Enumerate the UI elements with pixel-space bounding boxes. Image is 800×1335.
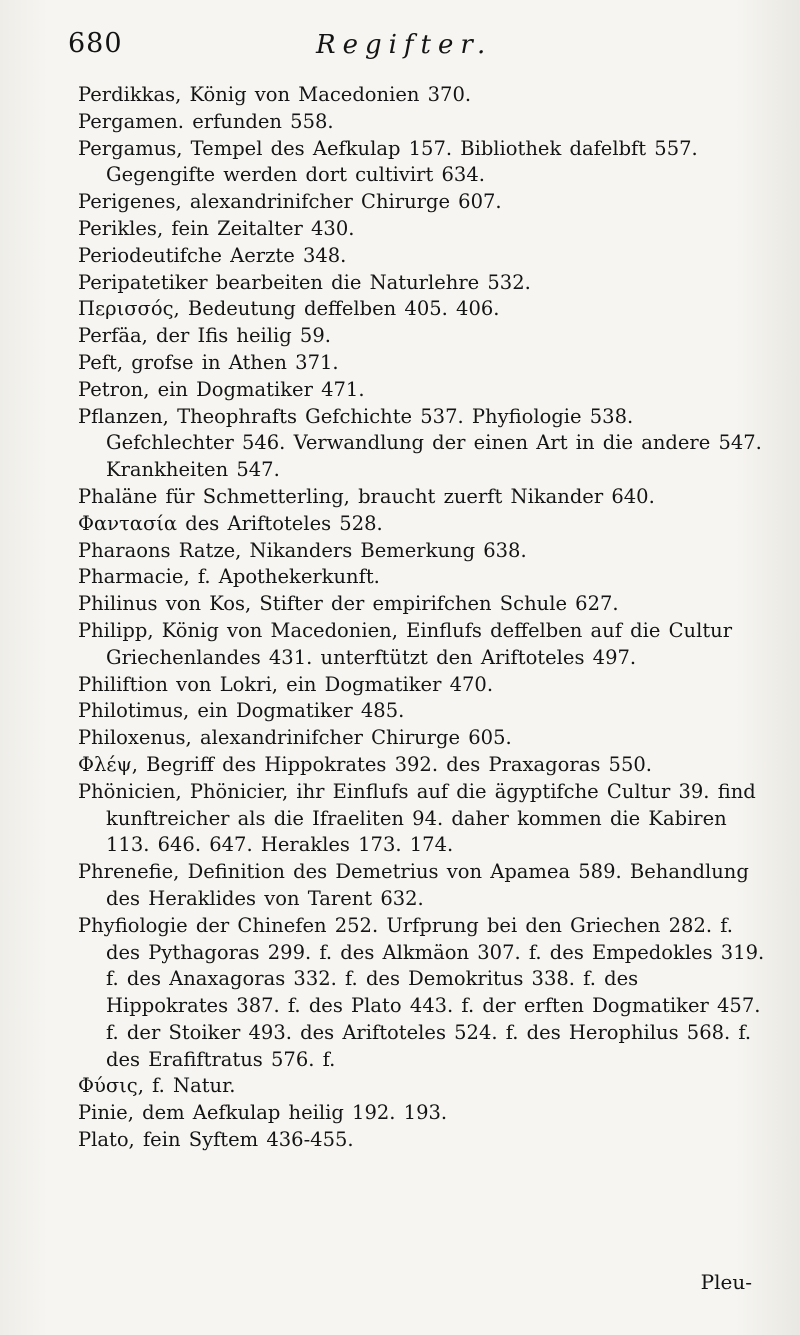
register-entry: Perdikkas, König von Macedonien 370. xyxy=(78,83,472,106)
register-entry: Phönicien, Phönicier, ihr Einflufs auf die ägyptifche Cultur 39. find kunftreicher als die Ifraeliten 94. daher kommen die Kabiren 113. 646. 647. Herakles 173. 174. xyxy=(78,779,756,857)
register-entries xyxy=(78,82,768,1154)
page-header xyxy=(68,28,768,68)
register-entry: Phrenefie, Definition des Demetrius von Apamea 589. Behandlung des Heraklides von Tarent 632. xyxy=(78,860,749,910)
register-entry: Petron, ein Dogmatiker 471. xyxy=(78,377,365,401)
register-entry: Pergamen. erfunden 558. xyxy=(78,109,334,133)
register-entry: Pharmacie, f. Apothekerkunft. xyxy=(78,565,380,589)
register-entry: Philinus von Kos, Stifter der empirifchen Schule 627. xyxy=(78,592,619,616)
running-title: Regifter. xyxy=(316,30,493,60)
register-entry: Περισσός, Bedeutung deffelben 405. 406. xyxy=(78,297,500,321)
register-entry: Perigenes, alexandrinifcher Chirurge 607. xyxy=(78,190,502,214)
register-entry: Φαντασία des Ariftoteles 528. xyxy=(78,511,383,535)
page-number: 680 xyxy=(68,28,123,59)
register-entry: Philiftion von Lokri, ein Dogmatiker 470. xyxy=(78,672,494,696)
register-entry: Perikles, fein Zeitalter 430. xyxy=(78,216,355,240)
register-entry: Philipp, König von Macedonien, Einflufs deffelben auf die Cultur Griechenlandes 431. unterftützt den Ariftoteles 497. xyxy=(78,618,733,669)
register-entry: Peripatetiker bearbeiten die Naturlehre 532. xyxy=(78,270,531,294)
register-entry: Pergamus, Tempel des Aefkulap 157. Bibliothek dafelbft 557. Gegengifte werden dort cultivirt 634. xyxy=(78,136,698,187)
register-entry: Phyfiologie der Chinefen 252. Urfprung bei den Griechen 282. f. des Pythagoras 299. f. des Alkmäon 307. f. des Empedokles 319. f. des Anaxagoras 332. f. des Demokritus 338. f. des Hippokrates 387. f. des Plato 443. f. der erften Dogmatiker 457. f. der Stoiker 493. des Ariftoteles 524. f. des Herophilus 568. f. des Erafiftratus 576. f. xyxy=(78,913,765,1071)
register-entry: Φύσις, f. Natur. xyxy=(78,1074,236,1098)
register-entry: Plato, fein Syftem 436-455. xyxy=(78,1128,354,1152)
register-entry: Perfäa, der Ifis heilig 59. xyxy=(78,324,331,348)
register-entry: Philoxenus, alexandrinifcher Chirurge 605. xyxy=(78,726,512,750)
register-entry: Periodeutifche Aerzte 348. xyxy=(78,243,347,267)
register-entry: Philotimus, ein Dogmatiker 485. xyxy=(78,699,405,723)
catchword: Pleu- xyxy=(700,1270,752,1294)
register-entry: Pharaons Ratze, Nikanders Bemerkung 638. xyxy=(78,538,527,562)
register-entry: Phaläne für Schmetterling, braucht zuerft Nikander 640. xyxy=(78,484,655,508)
register-entry: Φλέψ, Begriff des Hippokrates 392. des Praxagoras 550. xyxy=(78,752,652,776)
register-entry: Peft, grofse in Athen 371. xyxy=(78,350,339,374)
register-entry: Pflanzen, Theophrafts Gefchichte 537. Phyfiologie 538. Gefchlechter 546. Verwandlung der einen Art in die andere 547. Krankheiten 547. xyxy=(78,404,762,482)
register-entry: Pinie, dem Aefkulap heilig 192. 193. xyxy=(78,1101,448,1125)
